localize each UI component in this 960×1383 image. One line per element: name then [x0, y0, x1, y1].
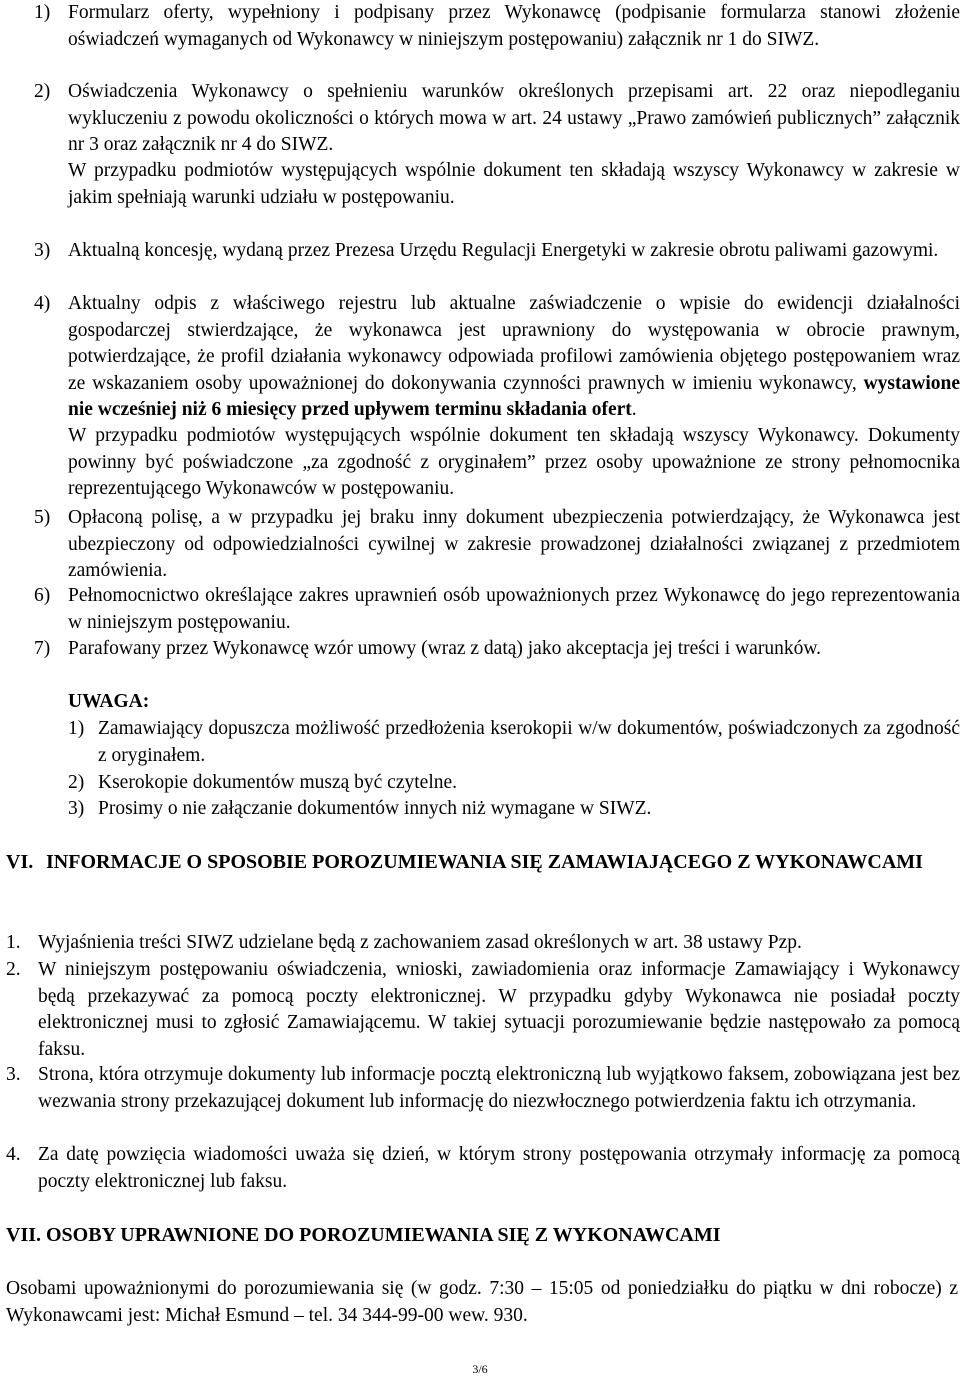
- page-number: 3/6: [472, 1362, 488, 1376]
- section-vi-item: [6, 1062, 960, 1142]
- section-number: VII.: [6, 1224, 42, 1246]
- section-vi-item: [6, 1142, 960, 1196]
- uwaga-item-number: 1): [68, 718, 85, 739]
- uwaga-label: UWAGA:: [68, 691, 150, 712]
- list-item: [34, 79, 960, 219]
- list-item-note: W przypadku podmiotów występujących wspólnie dokument ten składają wszyscy Wykonawcy. Dokumenty powinny być poświadczone „za zgodność z oryginałem” przez osoby upoważnione ze strony pełnomocnika reprezentującego Wykonawców w postępowaniu.: [68, 425, 960, 499]
- section-title: INFORMACJE O SPOSOBIE POROZUMIEWANIA SIĘ ZAMAWIAJĄCEGO Z WYKONAWCAMI: [46, 851, 923, 873]
- uwaga-item-text: Kserokopie dokumentów muszą być czytelne.: [98, 772, 458, 793]
- list-item-number: 6): [34, 585, 51, 606]
- section-item-text: Strona, która otrzymuje dokumenty lub informacje pocztą elektroniczną lub wyjątkowo faksem, zobowiązana jest bez wezwania strony przekazującej dokument lub informację do niezwłocznego potwierdzenia faktu ich otrzymania.: [38, 1064, 960, 1112]
- section-heading-vi: [0, 849, 960, 903]
- section-item-number: 4.: [6, 1144, 21, 1165]
- section-vii-text: Osobami upoważnionymi do porozumiewania się (w godz. 7:30 – 15:05 od poniedziałku do piątku w dni robocze) z Wykonawcami jest: Michał Esmund – tel. 34 344-99-00 wew. 930.: [6, 1278, 958, 1326]
- list-item-text: Formularz oferty, wypełniony i podpisany przez Wykonawcę (podpisanie formularza stanowi złożenie oświadczeń wymaganych od Wykonawcy w niniejszym postępowaniu) załącznik nr 1 do SIWZ.: [68, 2, 960, 50]
- list-item-text: Pełnomocnictwo określające zakres uprawnień osób upoważnionych przez Wykonawcę do jego reprezentowania w niniejszym postępowaniu.: [68, 585, 960, 633]
- section-number: VI.: [6, 851, 34, 873]
- list-item-number: 4): [34, 293, 51, 314]
- uwaga-item-number: 3): [68, 798, 85, 819]
- list-item-note: W przypadku podmiotów występujących wspólnie dokument ten składają wszyscy Wykonawcy w zakresie w jakim spełniają warunki udziału w postępowaniu.: [68, 160, 960, 208]
- list-item: [34, 238, 960, 292]
- list-item-text-bold: wystawione nie wcześniej niż 6 miesięcy przed upływem terminu składania ofert: [68, 372, 960, 420]
- list-item-number: 2): [34, 81, 51, 102]
- uwaga-item: [68, 716, 960, 770]
- list-item-number: 3): [34, 240, 51, 261]
- section-title: OSOBY UPRAWNIONE DO POROZUMIEWANIA SIĘ Z WYKONAWCAMI: [46, 1224, 721, 1246]
- list-item: [34, 291, 960, 509]
- uwaga-item-text: Zamawiający dopuszcza możliwość przedłożenia kserokopii w/w dokumentów, poświadczonych za zgodność z oryginałem.: [98, 718, 960, 766]
- list-item-text-main: Aktualny odpis z właściwego rejestru lub aktualne zaświadczenie o wpisie do ewidencji działalności gospodarczej stwierdzające, że wykonawca jest uprawniony do występowania w obrocie prawnym, potwierdzające, że profil działania wykonawcy odpowiada profilowi zamówienia objętego postępowaniem wraz ze wskazaniem osoby upoważnionej do dokonywania czynności prawnych w imieniu wykonawcy,: [68, 293, 960, 394]
- list-item-text: [68, 291, 960, 424]
- section-item-text: Za datę powzięcia wiadomości uważa się dzień, w którym strony postępowania otrzymały informację za pomocą poczty elektronicznej lub faksu.: [38, 1144, 960, 1192]
- uwaga-item-text: Prosimy o nie załączanie dokumentów innych niż wymagane w SIWZ.: [98, 798, 652, 819]
- list-item-number: 5): [34, 507, 51, 528]
- list-item-text: Parafowany przez Wykonawcę wzór umowy (wraz z datą) jako akceptacja jej treści i warunków.: [68, 638, 822, 659]
- section-vi-item: [6, 957, 960, 1063]
- list-item-text: Aktualną koncesję, wydaną przez Prezesa Urzędu Regulacji Energetyki w zakresie obrotu paliwami gazowymi.: [68, 240, 939, 261]
- section-item-text: Wyjaśnienia treści SIWZ udzielane będą z zachowaniem zasad określonych w art. 38 ustawy Pzp.: [38, 932, 802, 953]
- section-item-number: 2.: [6, 959, 21, 980]
- list-item: [34, 636, 960, 690]
- section-item-number: 1.: [6, 932, 21, 953]
- list-item: [34, 583, 960, 637]
- uwaga-item-number: 2): [68, 772, 85, 793]
- list-item: [34, 0, 960, 80]
- list-item-text: Opłaconą polisę, a w przypadku jej braku inny dokument ubezpieczenia potwierdzający, że Wykonawca jest ubezpieczony od odpowiedzialności cywilnej w zakresie prowadzonej działalności związanej z przedmiotem zamówienia.: [68, 507, 960, 581]
- list-item: [34, 505, 960, 585]
- section-item-number: 3.: [6, 1064, 21, 1085]
- list-item-text-after: .: [631, 399, 637, 420]
- list-item-number: 7): [34, 638, 51, 659]
- list-item-text: Oświadczenia Wykonawcy o spełnieniu warunków określonych przepisami art. 22 oraz niepodleganiu wykluczeniu z powodu okoliczności o których mowa w art. 24 ustawy „Prawo zamówień publicznych” załącznik nr 3 oraz załącznik nr 4 do SIWZ.: [68, 81, 960, 155]
- list-item-number: 1): [34, 2, 51, 23]
- section-item-text: W niniejszym postępowaniu oświadczenia, wnioski, zawiadomienia oraz informacje Zamawiający i Wykonawcy będą przekazywać za pomocą poczty elektronicznej. W przypadku gdyby Wykonawca nie posiadał poczty elektronicznej musi to zgłosić Zamawiającemu. W takiej sytuacji porozumiewanie będzie następowało za pomocą faksu.: [38, 959, 960, 1060]
